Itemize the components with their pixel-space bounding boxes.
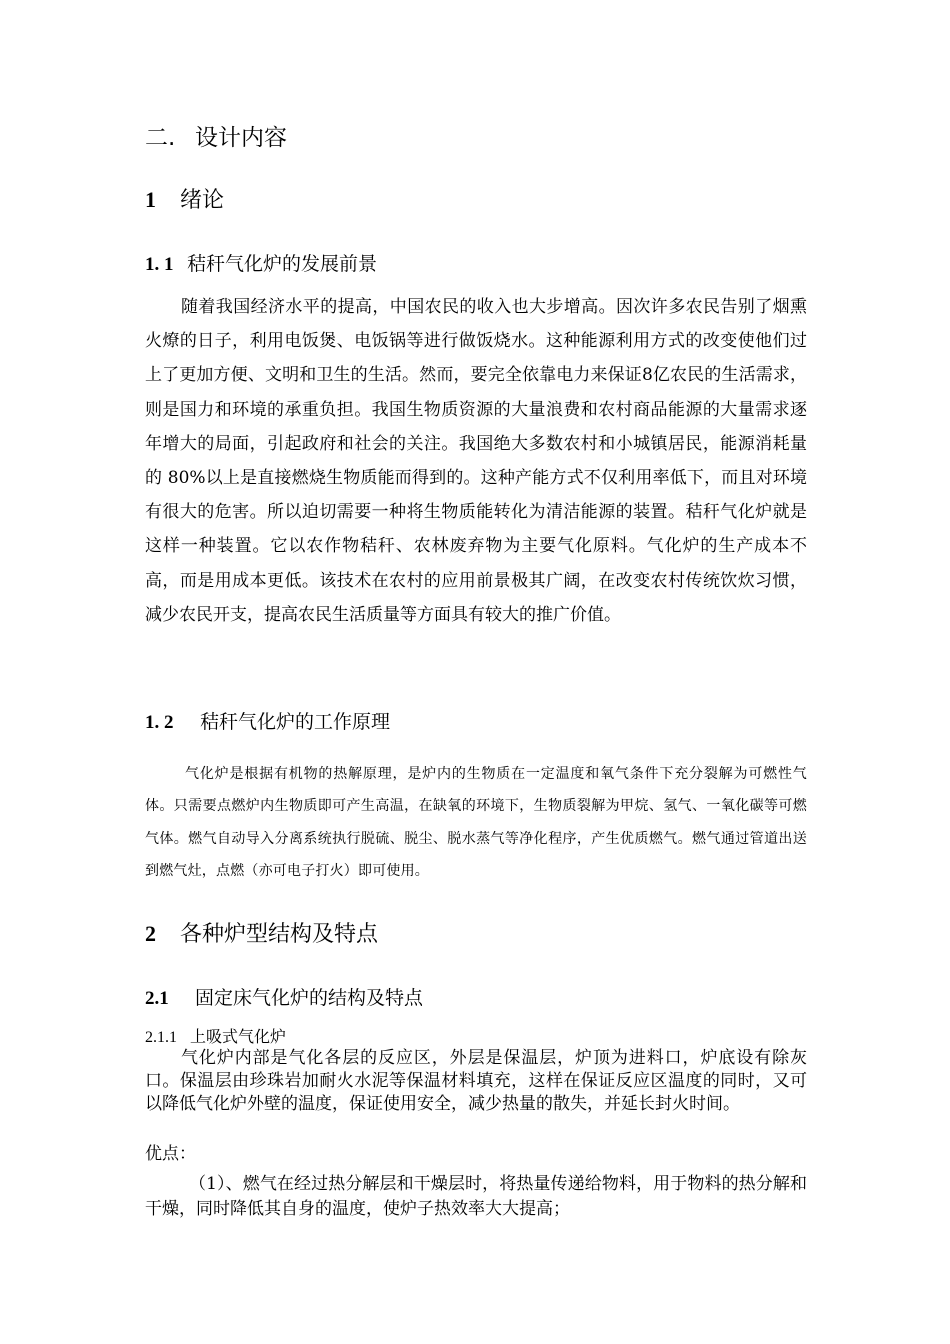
heading-1-2 bbox=[145, 707, 390, 734]
section-heading bbox=[145, 119, 287, 152]
chapter-number: 1 bbox=[145, 187, 156, 212]
chapter-number: 2 bbox=[145, 921, 156, 946]
section-title: 设计内容 bbox=[195, 125, 287, 151]
heading-title: 秸秆气化炉的工作原理 bbox=[200, 711, 391, 733]
paragraph-2-1-1: 气化炉内部是气化各层的反应区，外层是保温层，炉顶为进料口，炉底设有除灰口。保温层由珍珠岩加耐火水泥等保温材料填充，这样在保证反应区温度的同时，又可以降低气化炉外壁的温度，保证使用安全，减少热量的散失，并延长封火时间。 bbox=[145, 1048, 807, 1114]
chapter-1-heading bbox=[145, 183, 224, 214]
section-number: 二. bbox=[145, 125, 176, 151]
advantage-item-1: （1）、燃气在经过热分解层和干燥层时，将热量传递给物料，用于物料的热分解和干燥，同时降低其自身的温度，使炉子热效率大大提高； bbox=[145, 1174, 807, 1219]
paragraph-1-2: 气化炉是根据有机物的热解原理，是炉内的生物质在一定温度和氧气条件下充分裂解为可燃性气体。只需要点燃炉内生物质即可产生高温，在缺氧的环境下，生物质裂解为甲烷、氢气、一氧化碳等可燃气体。燃气自动导入分离系统执行脱硫、脱尘、脱水蒸气等净化程序，产生优质燃气。燃气通过管道出送到燃气灶，点燃（亦可电子打火）即可使用。 bbox=[145, 766, 807, 879]
heading-number: 1. 2 bbox=[145, 712, 174, 733]
heading-1-1 bbox=[145, 249, 377, 276]
heading-number: 1. 1 bbox=[145, 254, 174, 275]
heading-title: 秸秆气化炉的发展前景 bbox=[187, 253, 378, 275]
heading-title: 固定床气化炉的结构及特点 bbox=[195, 987, 424, 1009]
heading-2-1-1 bbox=[145, 1024, 286, 1047]
chapter-title: 各种炉型结构及特点 bbox=[180, 922, 379, 947]
chapter-2-heading bbox=[145, 917, 378, 948]
heading-2-1 bbox=[145, 983, 423, 1010]
advantages-label: 优点： bbox=[145, 1144, 196, 1164]
heading-number: 2.1 bbox=[145, 988, 169, 1009]
chapter-title: 绪论 bbox=[180, 188, 225, 213]
heading-title: 上吸式气化炉 bbox=[190, 1027, 287, 1046]
heading-number: 2.1.1 bbox=[145, 1029, 177, 1046]
paragraph-1-1: 随着我国经济水平的提高，中国农民的收入也大步增高。因次许多农民告别了烟熏火燎的日子，利用电饭煲、电饭锅等进行做饭烧水。这种能源利用方式的改变使他们过上了更加方便、文明和卫生的生活。然而，要完全依靠电力来保证8亿农民的生活需求，则是国力和环境的承重负担。我国生物质资源的大量浪费和农村商品能源的大量需求逐年增大的局面，引起政府和社会的关注。我国绝大多数农村和小城镇居民，能源消耗量的 80%以上是直接燃烧生物质能而得到的。这种产能方式不仅利用率低下，而且对环境有很大的危害。所以迫切需要一种将生物质能转化为清洁能源的装置。秸秆气化炉就是这样一种装置。它以农作物秸秆、农林废弃物为主要气化原料。气化炉的生产成本不高，而是用成本更低。该技术在农村的应用前景极其广阔，在改变农村传统饮炊习惯，减少农民开支，提高农民生活质量等方面具有较大的推广价值。 bbox=[145, 297, 807, 625]
